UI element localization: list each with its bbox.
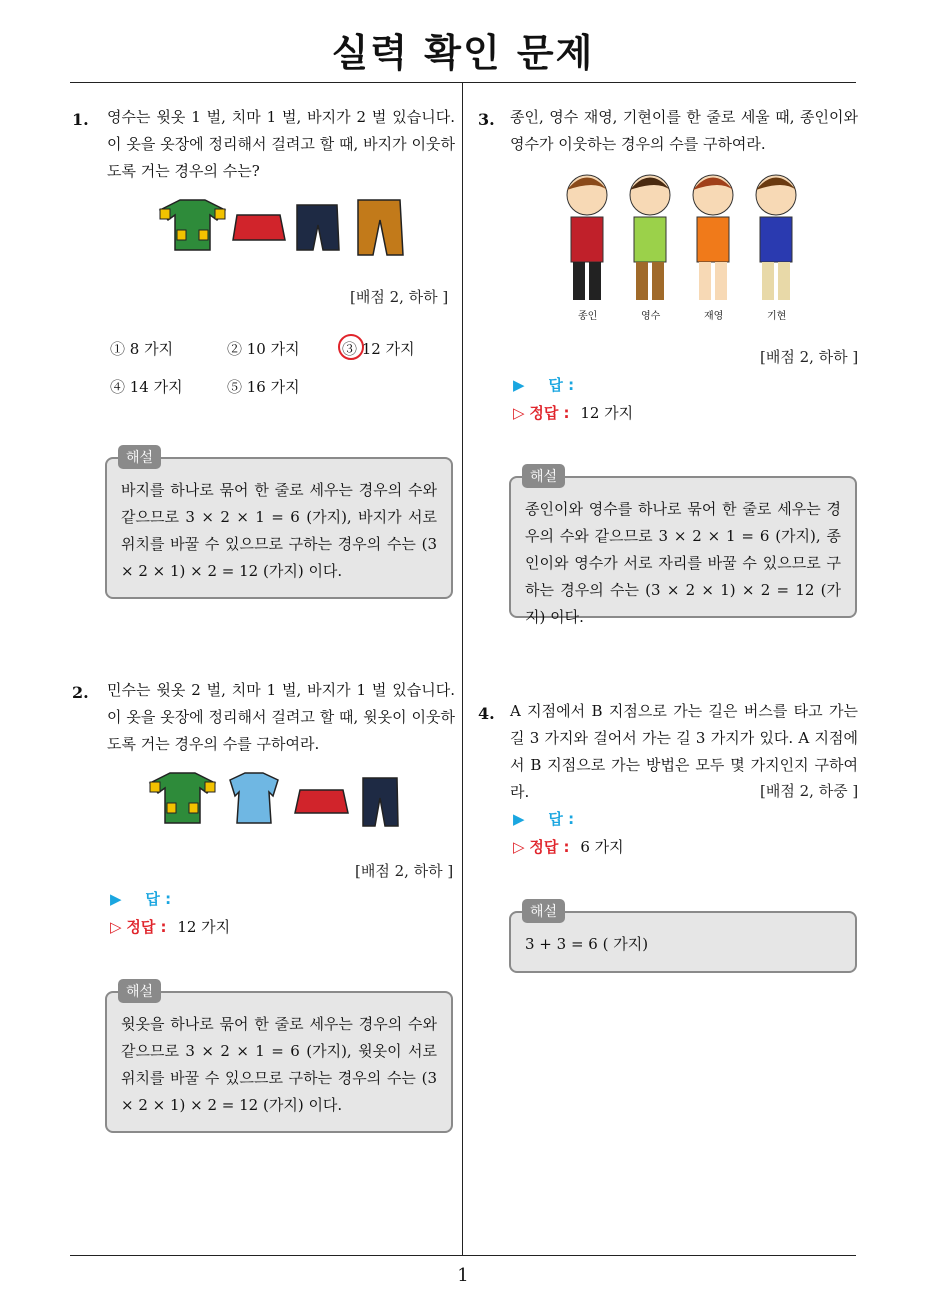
q1-choice-5[interactable]: ⑤ 16 가지 — [227, 378, 300, 396]
play-triangle-icon: ▶ — [110, 890, 122, 908]
q4-correct-value: 6 가지 — [580, 838, 624, 856]
q1-number: 1. — [72, 110, 89, 129]
q3-correct-value: 12 가지 — [580, 404, 634, 422]
q2-number: 2. — [72, 683, 89, 702]
name-label-jongin: 종인 — [578, 311, 598, 322]
q3-solution-tag: 해설 — [522, 464, 565, 488]
q2-correct-value: 12 가지 — [177, 918, 231, 936]
navy-pants-image — [297, 205, 339, 250]
q3-text: 종인, 영수 재영, 기현이를 한 줄로 세울 때, 종인이와 영수가 이웃하는 경우의 수를 구하여라. — [510, 108, 858, 153]
q2-solution-box: 윗옷을 하나로 묶어 한 줄로 세우는 경우의 수와 같으므로 3 × 2 × 1 = 6 (가지), 윗옷이 서로 위치를 바꿀 수 있으므로 구하는 경우의 수는 (3 × 2 × 1) × 2 = 12 (가지) 이다. — [105, 991, 453, 1133]
blue-blouse-image — [230, 773, 278, 823]
column-divider — [462, 82, 463, 1256]
boy-jongin-image — [567, 175, 607, 300]
q3-answer-line — [513, 374, 574, 395]
q1-choice-1[interactable]: ① 8 가지 — [110, 340, 174, 358]
brown-pants-image — [358, 200, 403, 255]
q3-correct-label: 정답 : — [529, 404, 570, 422]
name-label-gihyun: 기현 — [767, 311, 787, 322]
q4-correct-line — [513, 836, 624, 857]
name-label-jaeyoung: 재영 — [704, 311, 724, 322]
outline-triangle-icon: ▷ — [110, 918, 122, 936]
play-triangle-icon: ▶ — [513, 810, 525, 828]
top-rule — [70, 82, 856, 83]
q3-answer-label: 답 : — [548, 376, 575, 394]
red-skirt-image — [295, 790, 348, 813]
q1-solution-box: 바지를 하나로 묶어 한 줄로 세우는 경우의 수와 같으므로 3 × 2 × 1 = 6 (가지), 바지가 서로 위치를 바꿀 수 있으므로 구하는 경우의 수는 (3 × 2 × 1) × 2 = 12 (가지) 이다. — [105, 457, 453, 599]
q2-correct-line — [110, 916, 230, 937]
q4-solution-box: 3 + 3 = 6 ( 가지) — [509, 911, 857, 973]
navy-pants-image — [363, 778, 398, 826]
q2-solution-tag: 해설 — [118, 979, 161, 1003]
q4-answer-line — [513, 808, 574, 829]
q3-correct-line — [513, 402, 633, 423]
q2-meta: [배점 2, 하하 ] — [355, 862, 454, 880]
q4-meta: [배점 2, 하중 ] — [760, 782, 859, 800]
bottom-rule — [70, 1255, 856, 1256]
q1-solution-tag: 해설 — [118, 445, 161, 469]
q4-solution-tag: 해설 — [522, 899, 565, 923]
q4-answer-label: 답 : — [548, 810, 575, 828]
q1-choice-4[interactable]: ④ 14 가지 — [110, 378, 183, 396]
q2-text: 민수는 윗옷 2 벌, 치마 1 벌, 바지가 1 벌 있습니다. 이 옷을 옷장에 정리해서 걸려고 할 때, 윗옷이 이웃하도록 거는 경우의 수를 구하여라. — [107, 681, 455, 753]
q2-correct-label: 정답 : — [126, 918, 167, 936]
page-title: 실력 확인 문제 — [331, 31, 595, 75]
name-label-youngsu: 영수 — [641, 311, 661, 322]
boy-jaeyoung-image — [693, 175, 733, 300]
outline-triangle-icon: ▷ — [513, 404, 525, 422]
q3-number: 3. — [478, 110, 495, 129]
q3-solution-box: 종인이와 영수를 하나로 묶어 한 줄로 세우는 경우의 수와 같으므로 3 × 2 × 1 = 6 (가지), 종인이와 영수가 서로 자리를 바꿀 수 있으므로 구하는 경우의 수는 (3 × 2 × 1) × 2 = 12 (가지) 이다. — [509, 476, 857, 618]
q1-text: 영수는 윗옷 1 벌, 치마 1 벌, 바지가 2 벌 있습니다. 이 옷을 옷장에 정리해서 걸려고 할 때, 바지가 이웃하도록 거는 경우의 수는? — [107, 108, 455, 180]
q4-number: 4. — [478, 704, 495, 723]
q1-meta: [배점 2, 하하 ] — [350, 288, 449, 306]
boy-gihyun-image — [756, 175, 796, 300]
page-number: 1 — [457, 1265, 469, 1286]
q1-choice-3[interactable]: ③ 12 가지 — [342, 340, 415, 358]
q2-clothes-illustration — [145, 768, 400, 833]
red-skirt-image — [233, 215, 285, 240]
q1-choice-2[interactable]: ② 10 가지 — [227, 340, 300, 358]
q2-answer-line — [110, 888, 171, 909]
q4-correct-label: 정답 : — [529, 838, 570, 856]
q3-children-illustration — [555, 165, 815, 305]
q4-text: A 지점에서 B 지점으로 가는 길은 버스를 타고 가는 길 3 가지와 걸어서 가는 길 3 가지가 있다. A 지점에서 B 지점으로 가는 방법은 모두 몇 가지인지 구하여라. — [510, 702, 858, 801]
q1-clothes-illustration — [155, 195, 410, 260]
boy-youngsu-image — [630, 175, 670, 300]
play-triangle-icon: ▶ — [513, 376, 525, 394]
green-shirt-image — [160, 200, 225, 250]
outline-triangle-icon: ▷ — [513, 838, 525, 856]
q2-answer-label: 답 : — [145, 890, 172, 908]
green-shirt-image — [150, 773, 215, 823]
q3-meta: [배점 2, 하하 ] — [760, 348, 859, 366]
